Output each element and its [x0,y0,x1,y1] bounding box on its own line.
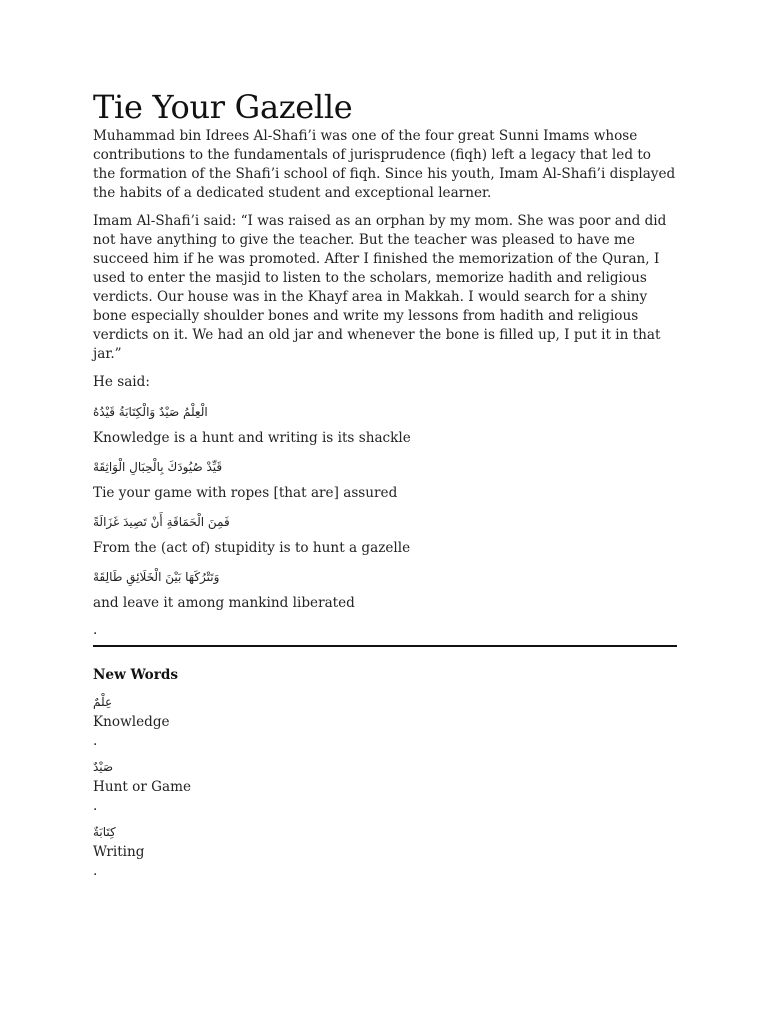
horizontal-divider [93,645,677,647]
vocab-english: Writing [93,844,145,860]
vocab-item [93,691,677,750]
poem-end-dot: . [93,622,98,638]
verse-translation: From the (act of) stupidity is to hunt a gazelle [93,540,411,556]
verse-translation: Tie your game with ropes [that are] assured [93,485,398,501]
vocab-item [93,756,677,815]
arabic-verse: الْعِلْمُ صَيْدٌ وَالْكِتَابَةُ قَيْدُهُ [93,405,208,419]
vocab-arabic: صَيْدٌ [93,760,114,774]
vocab-arabic: كِتَابَةٌ [93,825,116,839]
poem-verse-1 [93,401,677,448]
document-content [93,88,677,880]
quote-paragraph: Imam Al-Shafi’i said: “I was raised as an orphan by my mom. She was poor and did not have anything to give the teacher. But the teacher was pleased to have me succeed him if he was promoted. After I finished the memorization of the Quran, I used to enter the masjid to listen to the scholars, memorize hadith and religious verdicts. Our house was in the Khayf area in Makkah. I would search for a shiny bone especially shoulder bones and write my lessons from hadith and religious verdicts on it. We had an old jar and whenever the bone is filled up, I put it in that jar.” [93,213,667,362]
he-said-line: He said: [93,374,150,390]
vocab-dot: . [93,733,98,749]
vocab-arabic: عِلْمٌ [93,695,113,709]
vocab-english: Knowledge [93,714,170,730]
page-title: Tie Your Gazelle [93,88,353,126]
poem-verse-3 [93,511,677,558]
vocab-dot: . [93,863,98,879]
arabic-verse: وَتَتْرُكَهَا بَيْنَ الْخَلَائِقِ طَالِقَهْ [93,570,220,584]
vocab-english: Hunt or Game [93,779,192,795]
poem-verse-4 [93,566,677,613]
verse-translation: Knowledge is a hunt and writing is its shackle [93,430,411,446]
poem-verse-2 [93,456,677,503]
arabic-verse: فَمِنَ الْحَمَاقَةِ أَنْ تَصِيدَ غَزَالَةً [93,515,230,529]
arabic-verse: قَيِّدْ صُيُودَكَ بِالْحِبَالِ الْوَاثِقَهْ [93,460,223,474]
new-words-heading: New Words [93,667,179,683]
vocab-item [93,821,677,880]
intro-paragraph: Muhammad bin Idrees Al-Shafi’i was one of the four great Sunni Imams whose contributions to the fundamentals of jurisprudence (fiqh) left a legacy that led to the formation of the Shafi’i school of fiqh. Since his youth, Imam Al-Shafi’i displayed the habits of a dedicated student and exceptional learner. [93,128,676,201]
vocab-dot: . [93,798,98,814]
verse-translation: and leave it among mankind liberated [93,595,355,611]
